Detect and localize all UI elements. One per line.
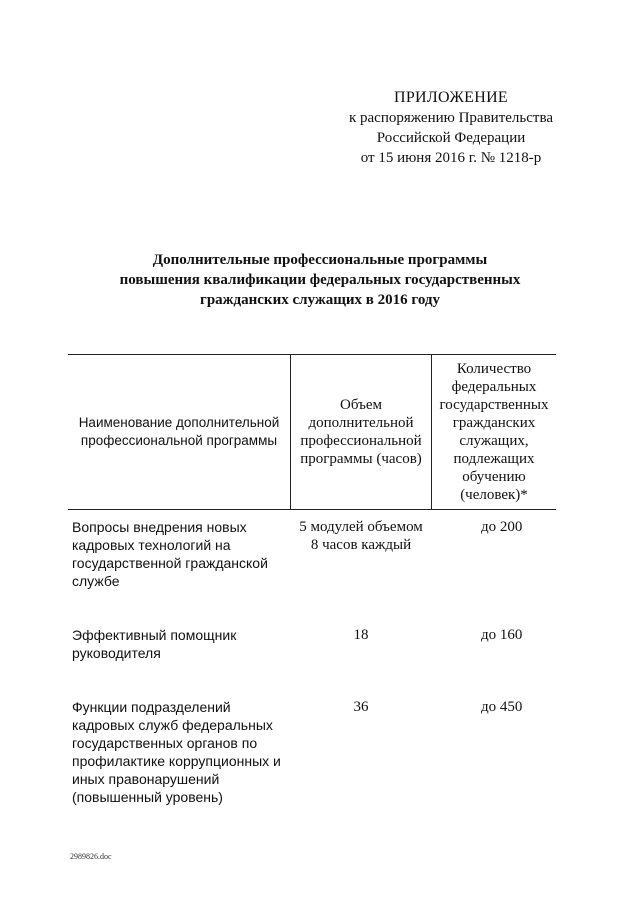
title-line-2: повышения квалификации федеральных государственных	[119, 272, 521, 288]
employee-count-cell: до 450	[481, 699, 523, 715]
programs-table	[68, 354, 556, 834]
table-header-row	[68, 355, 556, 510]
appendix-block	[326, 88, 576, 168]
footer-file-name: 2989826.doc	[70, 852, 112, 861]
header-employee-count: Количество федеральных государственных гражданских служащих, подлежащих обучению (человек)*	[432, 355, 557, 510]
header-program-name: Наименование дополнительной профессиональной программы	[68, 355, 291, 510]
title-line-1: Дополнительные профессиональные программы	[152, 252, 488, 268]
header-program-volume: Объем дополнительной профессиональной программы (часов)	[291, 355, 432, 510]
program-volume-cell: 18	[353, 627, 369, 643]
employee-count-cell: до 200	[481, 519, 523, 535]
table-row	[68, 618, 556, 690]
appendix-line-federation: Российской Федерации	[376, 130, 526, 146]
appendix-heading: ПРИЛОЖЕНИЕ	[393, 89, 508, 106]
employee-count-cell: до 160	[481, 627, 523, 643]
title-line-3: гражданских служащих в 2016 году	[200, 292, 440, 308]
appendix-line-decree: к распоряжению Правительства	[348, 110, 553, 126]
program-volume-cell: 36	[353, 699, 369, 715]
table-row	[68, 510, 556, 619]
program-name-cell: Эффективный помощник руководителя	[72, 627, 237, 661]
table-row	[68, 690, 556, 834]
program-name-cell: Функции подразделений кадровых служб федеральных государственных органов по профилактике коррупционных и иных правонарушений (повышенный уровень)	[72, 699, 281, 805]
appendix-line-date: от 15 июня 2016 г. № 1218-р	[360, 150, 542, 166]
program-volume-cell: 5 модулей объемом 8 часов каждый	[299, 519, 423, 553]
document-title	[80, 250, 560, 310]
program-name-cell: Вопросы внедрения новых кадровых технологий на государственной гражданской службе	[72, 519, 268, 589]
